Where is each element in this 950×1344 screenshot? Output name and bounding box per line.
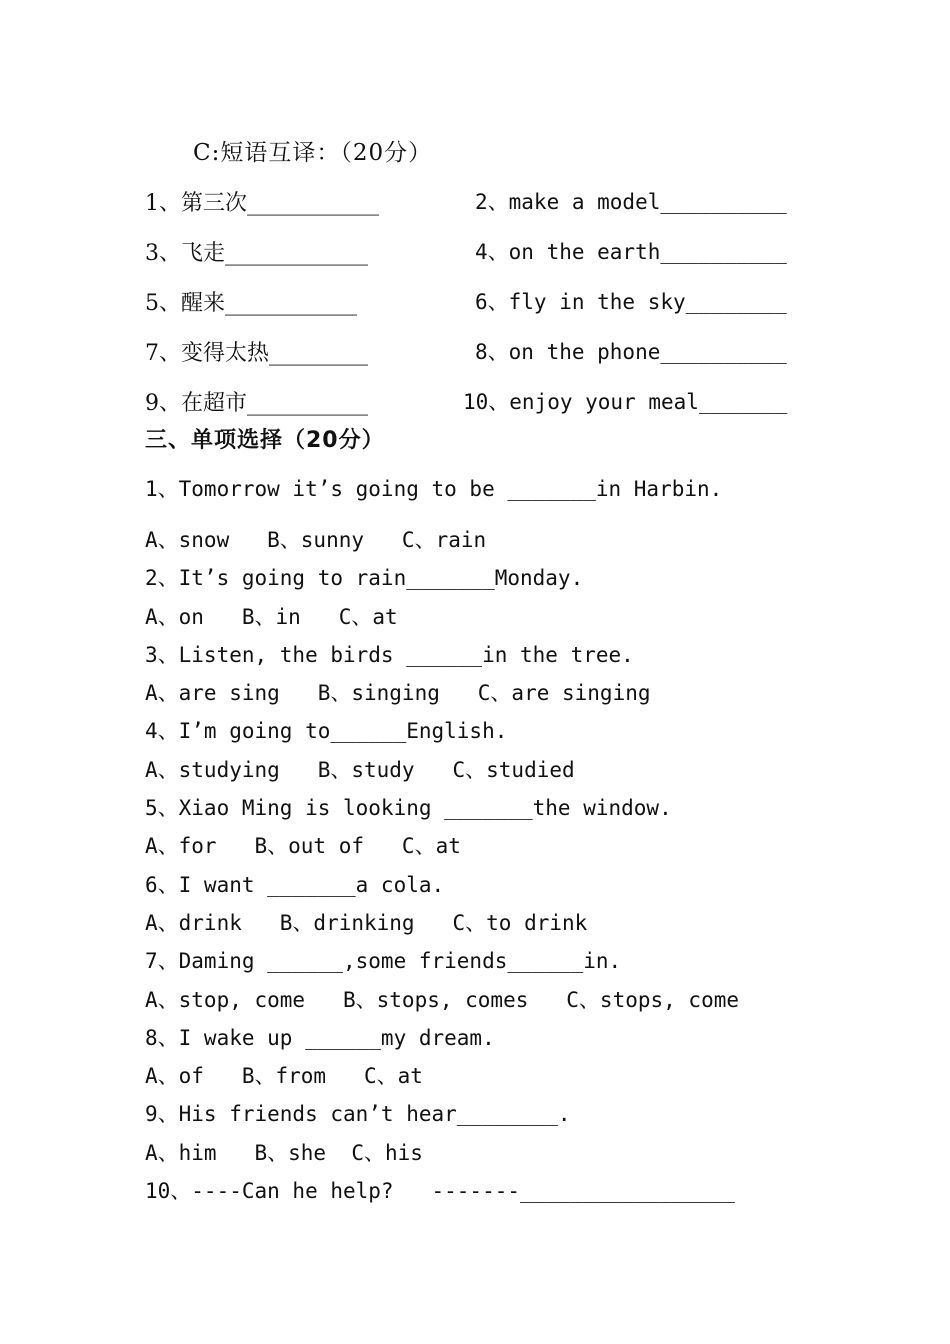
section-3-title: 三、单项选择（20分） — [145, 428, 385, 453]
answer-blank[interactable]: _________ — [269, 341, 368, 366]
question-text: 10、----Can he help? -------_________________ — [145, 1179, 735, 1204]
section-c-title: C:短语互译：（20分） — [193, 140, 433, 166]
translation-list — [145, 186, 805, 436]
answer-options: A、him B、she C、his — [145, 1140, 423, 1165]
answer-options: A、for B、out of C、at — [145, 834, 461, 859]
answer-options: A、are sing B、singing C、are singing — [145, 681, 651, 706]
translation-item: 3、飞走_____________ — [145, 241, 368, 266]
answer-options: A、studying B、study C、studied — [145, 757, 575, 782]
translation-item: 6、fly in the sky________ — [475, 290, 787, 314]
answer-blank[interactable]: __________ — [660, 340, 787, 364]
translation-item: 9、在超市___________ — [145, 391, 368, 416]
answer-blank[interactable]: __________ — [660, 240, 787, 264]
translation-row — [145, 236, 805, 286]
question-text: 9、His friends can’t hear________. — [145, 1102, 571, 1127]
answer-blank[interactable]: ___________ — [247, 391, 368, 416]
answer-blank[interactable]: ____________ — [247, 191, 379, 216]
question-text: 4、I’m going to______English. — [145, 719, 508, 744]
question-text: 5、Xiao Ming is looking _______the window. — [145, 796, 672, 821]
multiple-choice-list — [145, 474, 825, 1214]
translation-item: 1、第三次____________ — [145, 191, 379, 216]
answer-options: A、stop, come B、stops, comes C、stops, come — [145, 987, 740, 1012]
translation-item: 7、变得太热_________ — [145, 341, 368, 366]
translation-item: 10、enjoy your meal_______ — [463, 390, 788, 414]
answer-options: A、of B、from C、at — [145, 1064, 423, 1089]
answer-options: A、on B、in C、at — [145, 604, 398, 629]
question-text: 8、I wake up ______my dream. — [145, 1025, 495, 1050]
translation-item: 2、make a model__________ — [475, 190, 787, 214]
answer-blank[interactable]: ________ — [685, 290, 787, 314]
answer-options: A、snow B、sunny C、rain — [145, 528, 487, 552]
translation-row — [145, 286, 805, 336]
translation-item: 4、on the earth__________ — [475, 240, 787, 264]
translation-row — [145, 186, 805, 236]
answer-blank[interactable]: ____________ — [225, 291, 357, 316]
translation-item: 8、on the phone__________ — [475, 340, 787, 364]
answer-blank[interactable]: _______ — [698, 390, 788, 414]
question-text: 7、Daming ______,some friends______in. — [145, 949, 622, 974]
answer-blank[interactable]: __________ — [660, 190, 787, 214]
translation-row — [145, 336, 805, 386]
question-text: 6、I want _______a cola. — [145, 872, 445, 897]
translation-item: 5、醒来____________ — [145, 291, 357, 316]
question-text: 3、Listen, the birds ______in the tree. — [145, 642, 634, 667]
question-text: 2、It’s going to rain_______Monday. — [145, 566, 584, 591]
answer-options: A、drink B、drinking C、to drink — [145, 910, 588, 935]
answer-blank[interactable]: _____________ — [225, 241, 368, 266]
question-text: 1、Tomorrow it’s going to be _______in Harbin. — [145, 477, 723, 501]
